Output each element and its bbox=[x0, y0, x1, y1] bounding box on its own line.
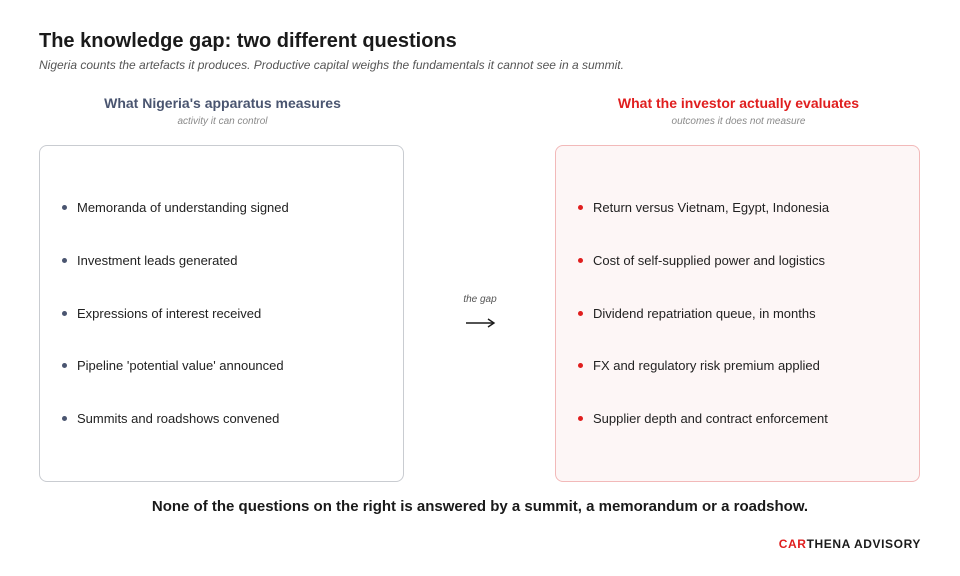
list-item-label: Expressions of interest received bbox=[77, 306, 262, 321]
right-column-subheading: outcomes it does not measure bbox=[671, 116, 806, 127]
list-item-label: Supplier depth and contract enforcement bbox=[593, 411, 828, 426]
left-column-subheading: activity it can control bbox=[177, 116, 268, 127]
list-item bbox=[578, 200, 829, 215]
bullet-icon bbox=[62, 258, 67, 263]
conclusion-text: None of the questions on the right is answered by a summit, a memorandum or a roadshow. bbox=[151, 498, 809, 515]
brand-logo bbox=[779, 537, 921, 551]
bullet-icon bbox=[62, 416, 67, 421]
right-arrow-icon bbox=[465, 316, 497, 330]
list-item bbox=[62, 253, 237, 268]
bullet-icon bbox=[62, 311, 67, 316]
list-item bbox=[62, 358, 284, 373]
list-item-label: Cost of self-supplied power and logistics bbox=[593, 253, 825, 268]
bullet-icon bbox=[578, 258, 583, 263]
list-item-label: Investment leads generated bbox=[77, 253, 238, 268]
brand-part-2: THENA bbox=[806, 537, 851, 551]
list-item-label: Summits and roadshows convened bbox=[77, 411, 280, 426]
list-item bbox=[578, 253, 825, 268]
list-item-label: Return versus Vietnam, Egypt, Indonesia bbox=[593, 200, 830, 215]
list-item-label: Memoranda of understanding signed bbox=[77, 200, 289, 215]
brand-part-3: ADVISORY bbox=[850, 537, 921, 551]
bullet-icon bbox=[578, 311, 583, 316]
brand-part-1: CAR bbox=[778, 537, 807, 551]
right-panel bbox=[555, 145, 920, 482]
list-item bbox=[62, 411, 279, 426]
bullet-icon bbox=[578, 363, 583, 368]
bullet-icon bbox=[578, 205, 583, 210]
bullet-icon bbox=[62, 205, 67, 210]
list-item-label: Pipeline 'potential value' announced bbox=[77, 358, 284, 373]
list-item-label: FX and regulatory risk premium applied bbox=[593, 358, 820, 373]
gap-label: the gap bbox=[463, 294, 497, 305]
left-column-heading: What Nigeria's apparatus measures bbox=[104, 95, 341, 111]
bullet-icon bbox=[578, 416, 583, 421]
page-subtitle: Nigeria counts the artefacts it produces. Productive capital weighs the fundamentals it cannot see in a summit. bbox=[39, 58, 624, 72]
left-panel bbox=[39, 145, 404, 482]
list-item bbox=[62, 200, 289, 215]
page-title: The knowledge gap: two different questions bbox=[39, 30, 457, 52]
bullet-icon bbox=[62, 363, 67, 368]
list-item-label: Dividend repatriation queue, in months bbox=[593, 306, 816, 321]
list-item bbox=[578, 306, 816, 321]
list-item bbox=[578, 411, 828, 426]
right-column-heading: What the investor actually evaluates bbox=[617, 95, 860, 111]
list-item bbox=[62, 306, 261, 321]
list-item bbox=[578, 358, 820, 373]
